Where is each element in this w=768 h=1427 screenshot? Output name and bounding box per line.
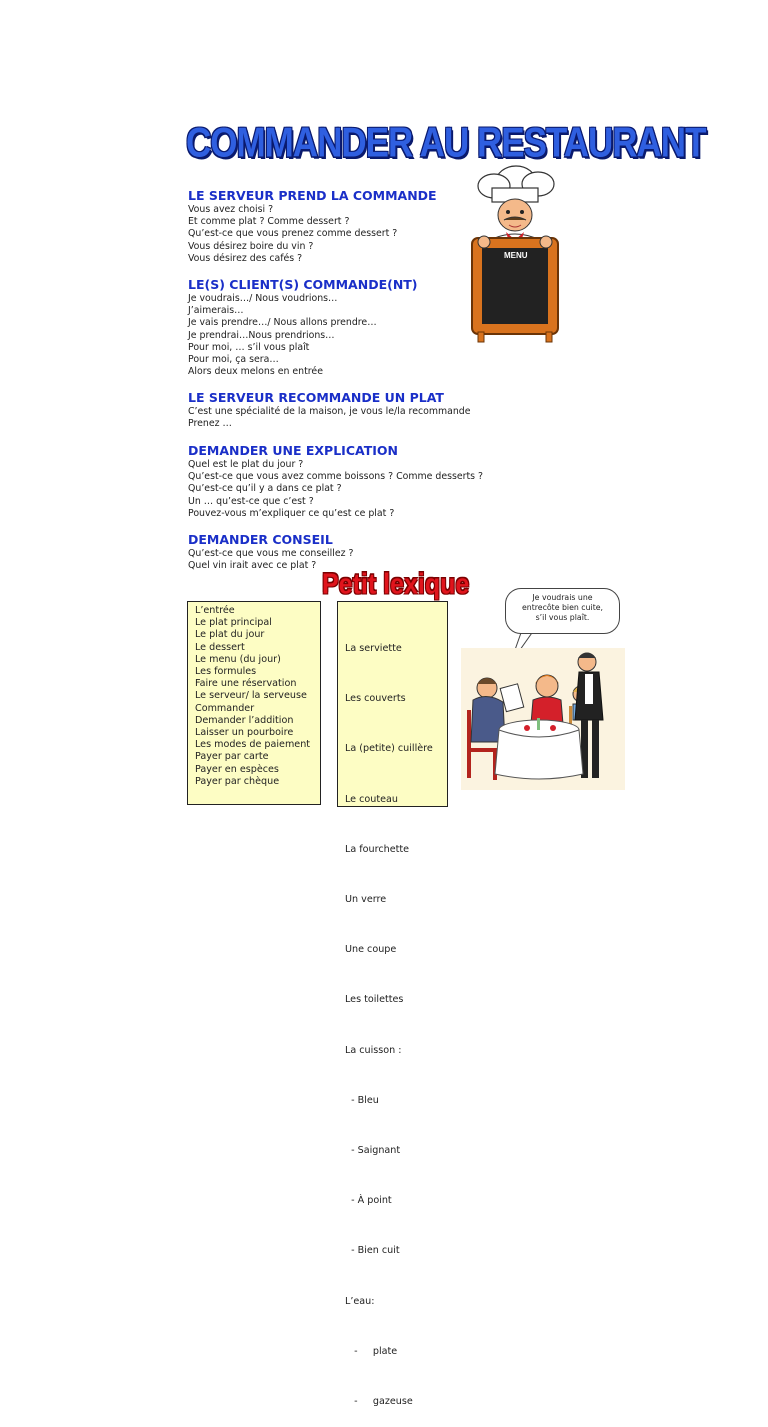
lexique-item: Faire une réservation [195,678,297,690]
lexique-item: Les couverts [345,693,406,705]
phrase: Vous avez choisi ? [188,204,274,215]
section-heading: DEMANDER CONSEIL [188,532,333,547]
section-serveur-recommande [188,390,568,430]
phrase: Qu’est-ce qu’il y a dans ce plat ? [188,483,342,495]
lexique-box-left [187,601,321,805]
lexique-item: Les modes de paiement [195,739,311,751]
chef-face [498,199,532,231]
lexique-item: La cuisson : [345,1044,402,1056]
lexique-item: Laisser un pourboire [195,727,294,739]
menu-board [472,236,558,342]
phrase: Je vais prendre…/ Nous allons prendre… [188,317,377,329]
phrase: Et comme plat ? Comme dessert ? [188,216,350,228]
phrase: Je voudrais…/ Nous voudrions… [188,293,338,304]
section-demander-explication [188,443,568,520]
speech-bubble-line: Je voudrais une [532,593,593,602]
section-heading: DEMANDER UNE EXPLICATION [188,443,398,458]
phrase: Pour moi, … s’il vous plaît [188,341,310,353]
lexique-item: Un verre [345,894,387,906]
phrase: C’est une spécialité de la maison, je vous le/la recommande [188,406,471,417]
lexique-item: La fourchette [345,843,410,855]
phrase: Je prendrai…Nous prendrions… [188,329,335,341]
phrase: Qu’est-ce que vous prenez comme dessert ? [188,228,398,240]
phrase: Quel vin irait avec ce plat ? [188,560,317,572]
lexique-item: La serviette [345,643,402,654]
lexique-item: - À point [345,1195,392,1207]
phrase: Prenez … [188,418,232,430]
phrase: Alors deux melons en entrée [188,366,323,378]
section-heading: LE SERVEUR RECOMMANDE UN PLAT [188,390,444,405]
lexique-title: Petit lexique [322,568,470,601]
phrase: J’aimerais… [188,305,244,317]
phrase: Qu’est-ce que vous me conseillez ? [188,548,354,559]
menu-board-label: MENU [504,251,528,260]
lexique-item: Le serveur/ la serveuse [195,690,307,702]
lexique-item: - Saignant [345,1145,401,1157]
phrase: Qu’est-ce que vous avez comme boissons ? Comme desserts ? [188,471,483,483]
speech-bubble-line: entrecôte bien cuite, [521,603,604,612]
lexique-item: - Bien cuit [345,1245,400,1257]
phrase: Un … qu’est-ce que c’est ? [188,495,314,507]
lexique-item: Payer en espèces [195,763,279,775]
lexique-item: Demander l’addition [195,714,294,726]
lexique-item: L’eau: [345,1295,375,1307]
lexique-item: Les formules [195,666,257,678]
chef-illustration [452,160,580,345]
lexique-item: - plate [345,1345,398,1357]
section-heading: LE(S) CLIENT(S) COMMANDE(NT) [188,277,418,292]
lexique-item: Commander [195,702,255,714]
speech-bubble [505,588,620,634]
lexique-item: Payer par chèque [195,775,280,787]
lexique-item: Les toilettes [345,994,404,1006]
lexique-item: Le couteau [345,793,398,805]
phrase: Pouvez-vous m’expliquer ce qu’est ce plat ? [188,507,395,519]
lexique-item: La (petite) cuillère [345,743,433,755]
page-title: COMMANDER AU RESTAURANT [186,120,706,167]
lexique-item: - gazeuse [345,1396,413,1408]
phrase: Pour moi, ça sera… [188,354,279,366]
lexique-item: Une coupe [345,944,397,956]
lexique-item: L’entrée [195,605,235,616]
table [495,718,583,779]
lexique-item: - Bleu [345,1094,379,1106]
phrase: Vous désirez des cafés ? [188,252,303,264]
lexique-item: Le menu (du jour) [195,653,281,665]
lexique-item: Le plat du jour [195,629,265,641]
diner-woman [531,675,563,724]
speech-bubble-line: s’il vous plaît. [535,613,590,622]
phrase: Quel est le plat du jour ? [188,459,304,470]
lexique-item: Payer par carte [195,751,269,763]
lexique-item: Le dessert [195,641,245,653]
chef-hat [478,166,554,202]
phrase: Vous désirez boire du vin ? [188,240,314,252]
lexique-box-right [337,601,448,1408]
section-demander-conseil [188,532,568,572]
section-heading: LE SERVEUR PREND LA COMMANDE [188,188,437,203]
restaurant-scene-illustration [461,648,625,790]
lexique-item: Le plat principal [195,617,272,629]
